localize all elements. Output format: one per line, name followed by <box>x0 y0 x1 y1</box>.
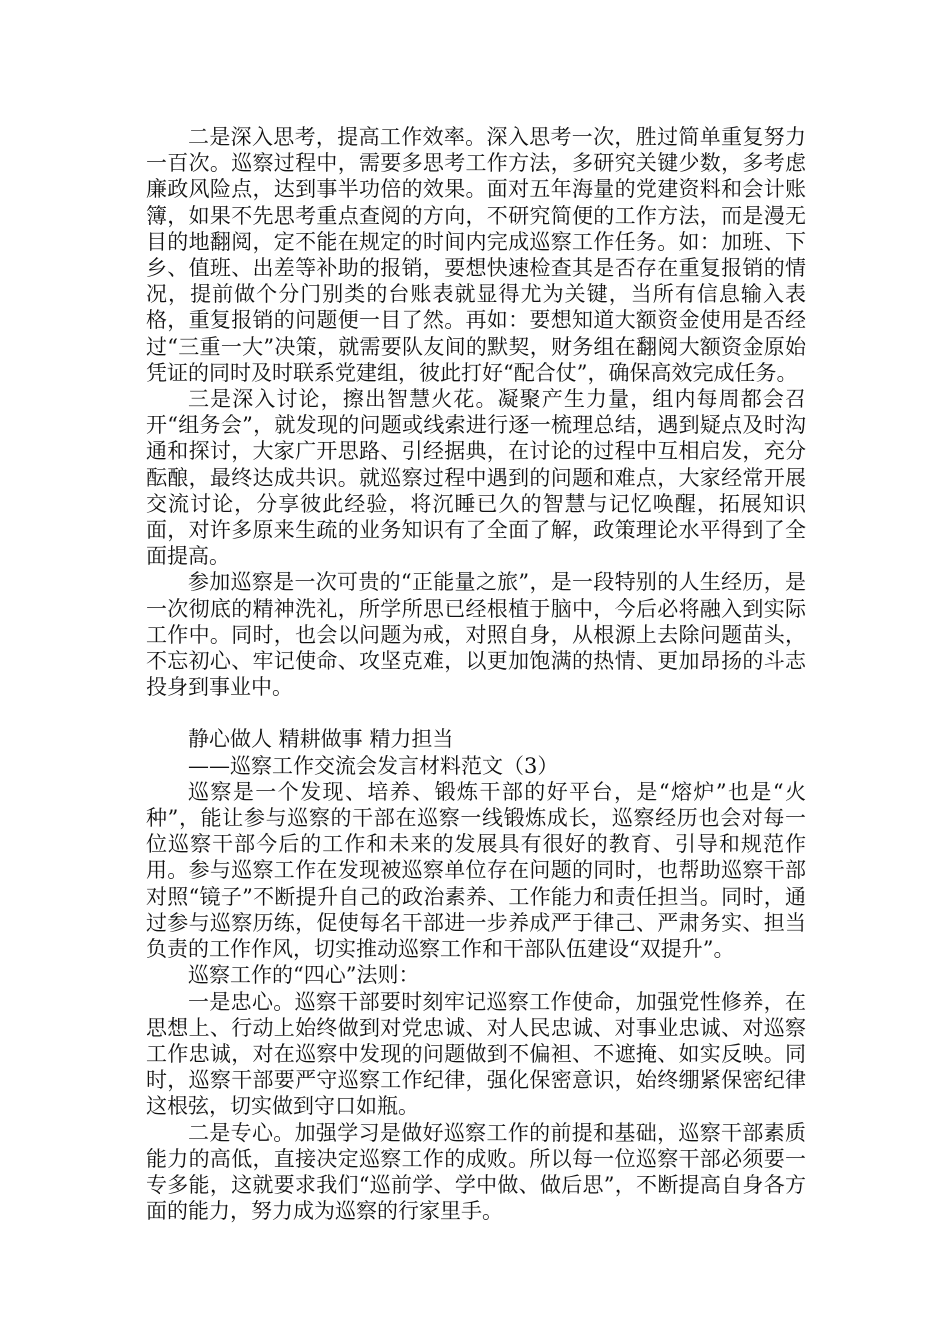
paragraph-loyalty: 一是忠心。巡察干部要时刻牢记巡察工作使命，加强党性修养，在思想上、行动上始终做到对党忠诚、对人民忠诚、对事业忠诚、对巡察工作忠诚，对在巡察中发现的问题做到不偏袒、不遮掩、如实反映。同时，巡察干部要严守巡察工作纪律，强化保密意识，始终绷紧保密纪律这根弦，切实做到守口如瓶。 <box>146 989 806 1119</box>
section-spacer <box>146 700 806 726</box>
paragraph-four-hearts-heading: 巡察工作的“四心”法则： <box>188 963 420 988</box>
document-page <box>146 124 806 1224</box>
paragraph-deep-thinking: 二是深入思考，提高工作效率。深入思考一次，胜过简单重复努力一百次。巡察过程中，需要多思考工作方法，多研究关键少数，多考虑廉政风险点，达到事半功倍的效果。面对五年海量的党建资料和会计账簿，如果不先思考重点查阅的方向，不研究简便的工作方法，而是漫无目的地翻阅，定不能在规定的时间内完成巡察工作任务。如：加班、下乡、值班、出差等补助的报销，要想快速检查其是否存在重复报销的情况，提前做个分门别类的台账表就显得尤为关键，当所有信息输入表格，重复报销的问题便一目了然。再如：要想知道大额资金使用是否经过“三重一大”决策，就需要队友间的默契，财务组在翻阅大额资金原始凭证的同时及时联系党建组，彼此打好“配合仗”，确保高效完成任务。 <box>146 125 806 385</box>
paragraph-positive-energy: 参加巡察是一次可贵的“正能量之旅”，是一段特别的人生经历，是一次彻底的精神洗礼，所学所思已经根植于脑中，今后必将融入到实际工作中。同时，也会以问题为戒，对照自身，从根源上去除问题苗头，不忘初心、牢记使命、攻坚克难，以更加饱满的热情、更加昂扬的斗志投身到事业中。 <box>146 570 806 700</box>
section-title: 静心做人 精耕做事 精力担当 <box>188 727 454 752</box>
section-subtitle: ——巡察工作交流会发言材料范文（3） <box>188 753 559 778</box>
paragraph-deep-discussion: 三是深入讨论，擦出智慧火花。凝聚产生力量，组内每周都会召开“组务会”，就发现的问题或线索进行逐一梳理总结，遇到疑点及时沟通和探讨，大家广开思路、引经据典，在讨论的过程中互相启发，充分酝酿，最终达成共识。就巡察过程中遇到的问题和难点，大家经常开展交流讨论，分享彼此经验，将沉睡已久的智慧与记忆唤醒，拓展知识面，对许多原来生疏的业务知识有了全面了解，政策理论水平得到了全面提高。 <box>146 387 806 569</box>
paragraph-intro: 巡察是一个发现、培养、锻炼干部的好平台，是“熔炉”也是“火种”，能让参与巡察的干部在巡察一线锻炼成长，巡察经历也会对每一位巡察干部今后的工作和未来的发展具有很好的教育、引导和规范作用。参与巡察工作在发现被巡察单位存在问题的同时，也帮助巡察干部对照“镜子”不断提升自己的政治素养、工作能力和责任担当。同时，通过参与巡察历练，促使每名干部进一步养成严于律己、严肃务实、担当负责的工作作风，切实推动巡察工作和干部队伍建设“双提升”。 <box>146 779 806 962</box>
paragraph-focus: 二是专心。加强学习是做好巡察工作的前提和基础，巡察干部素质能力的高低，直接决定巡察工作的成败。所以每一位巡察干部必须要一专多能，这就要求我们“巡前学、学中做、做后思”，不断提高自身各方面的能力，努力成为巡察的行家里手。 <box>146 1120 806 1224</box>
